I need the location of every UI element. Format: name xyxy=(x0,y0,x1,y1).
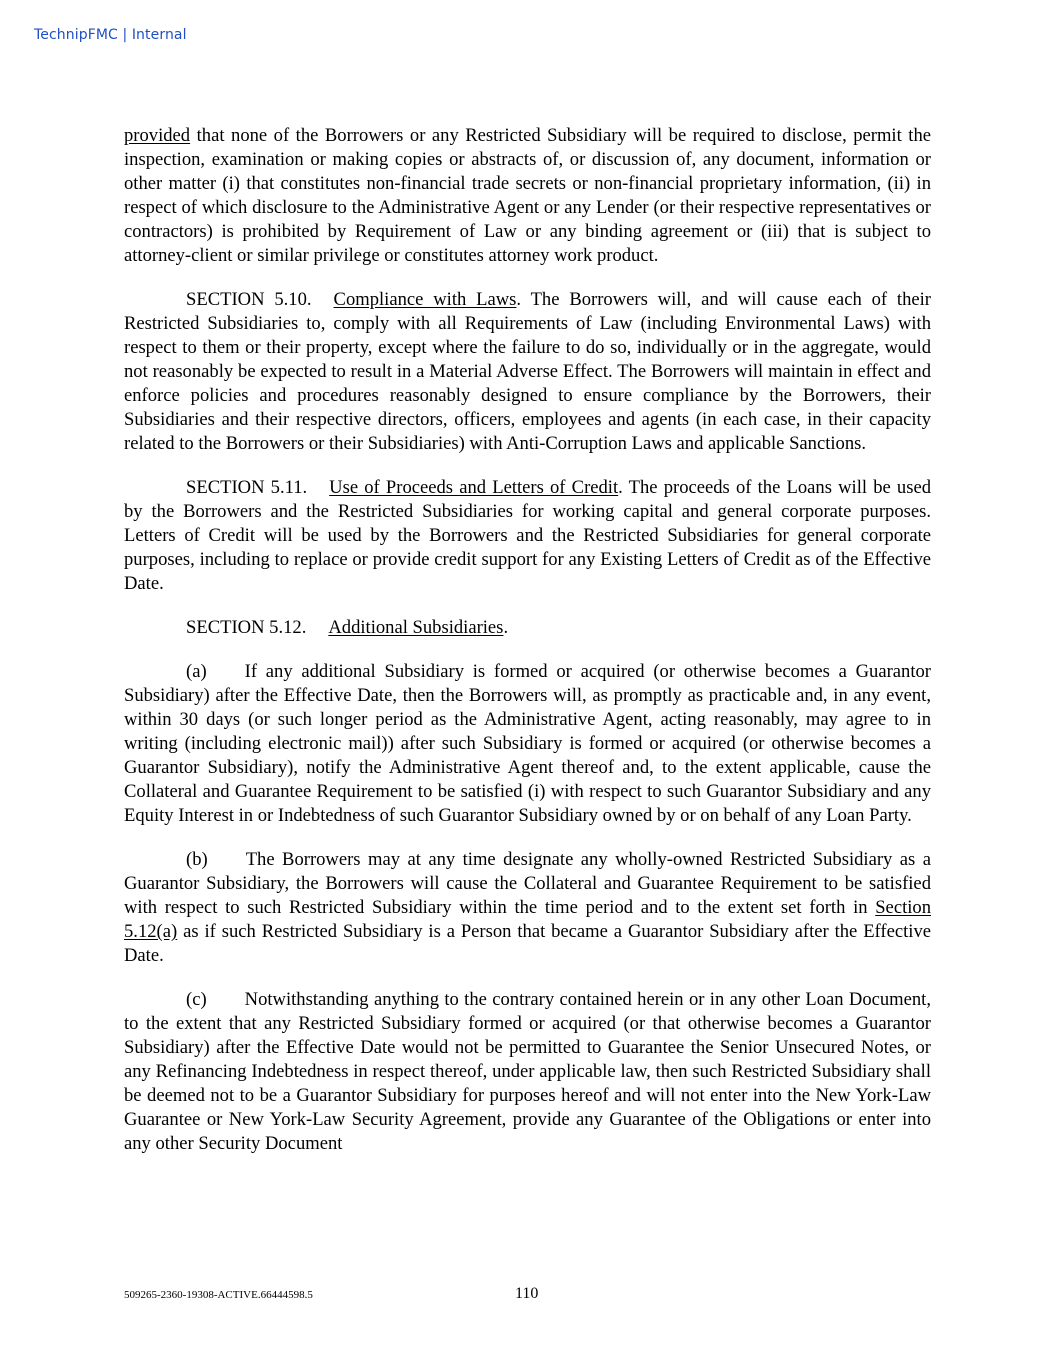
document-body xyxy=(124,124,931,1176)
section-5-12-a xyxy=(124,660,931,828)
section-5-12-b xyxy=(124,848,931,968)
paragraph-proviso xyxy=(124,124,931,268)
section-5-10 xyxy=(124,288,931,456)
page-number: 110 xyxy=(515,1285,539,1302)
clause-b-label: (b) xyxy=(186,849,208,870)
proviso-keyword: provided xyxy=(124,125,191,146)
clause-a-label: (a) xyxy=(186,661,207,682)
section-5-10-text: . The Borrowers will, and will cause each of their Restricted Subsidiaries to, comply with all Requirements of Law (including Environmental Laws) with respect to them or their property, except where the failure to do so, individually or in the aggregate, would not reasonably be expected to result in a Material Adverse Effect. The Borrowers will maintain in effect and enforce policies and procedures reasonably designed to ensure compliance by the Borrowers, their Subsidiaries and their respective directors, officers, employees and agents (in each case, in their capacity related to the Borrowers or their Subsidiaries) with Anti-Corruption Laws and applicable Sanctions. xyxy=(124,289,931,454)
clause-c-text: Notwithstanding anything to the contrary contained herein or in any other Loan Document, to the extent that any Restricted Subsidiary formed or acquired (or that otherwise becomes a Guarantor Subsidiary) after the Effective Date would not be permitted to Guarantee the Senior Unsecured Notes, or any Refinancing Indebtedness in respect thereof, under applicable law, then such Restricted Subsidiary shall be deemed not to be a Guarantor Subsidiary for purposes hereof and will not enter into the New York-Law Guarantee or New York-Law Security Agreement, provide any Guarantee of the Obligations or enter into any other Security Document xyxy=(124,989,931,1154)
cross-reference-link: Section 5.12(a) xyxy=(124,897,931,942)
section-5-12-title: Additional Subsidiaries xyxy=(328,617,504,638)
classification-label: TechnipFMC | Internal xyxy=(34,27,187,43)
section-5-12-text: . xyxy=(503,617,509,638)
clause-b-text-end: as if such Restricted Subsidiary is a Person that became a Guarantor Subsidiary after the Effective Date. xyxy=(124,921,931,966)
proviso-text: that none of the Borrowers or any Restricted Subsidiary will be required to disclose, permit the inspection, examination or making copies or abstracts of, or discussion of, any document, information or other matter (i) that constitutes non-financial trade secrets or non-financial proprietary information, (ii) in respect of which disclosure to the Administrative Agent or any Lender (or their respective representatives or contractors) is prohibited by Requirement of Law or any binding agreement or (iii) that is subject to attorney-client or similar privilege or constitutes attorney work product. xyxy=(124,125,931,266)
section-5-10-number: SECTION 5.10. xyxy=(186,289,312,310)
section-5-11-number: SECTION 5.11. xyxy=(186,477,308,498)
section-5-12 xyxy=(124,616,931,640)
section-5-11 xyxy=(124,476,931,596)
clause-b-text: The Borrowers may at any time designate any wholly-owned Restricted Subsidiary as a Guarantor Subsidiary, the Borrowers will cause the Collateral and Guarantee Requirement to be satisfied with respect to such Restricted Subsidiary within the time period and to the extent set forth in xyxy=(124,849,931,918)
section-5-11-title: Use of Proceeds and Letters of Credit xyxy=(329,477,619,498)
section-5-12-c xyxy=(124,988,931,1156)
clause-a-text: If any additional Subsidiary is formed or acquired (or otherwise becomes a Guarantor Subsidiary) after the Effective Date, then the Borrowers will, as promptly as practicable and, in any event, within 30 days (or such longer period as the Administrative Agent, acting reasonably, may agree to in writing (including electronic mail)) after such Subsidiary is formed or acquired (or otherwise becomes a Guarantor Subsidiary), notify the Administrative Agent thereof and, to the extent applicable, cause the Collateral and Guarantee Requirement to be satisfied (i) with respect to such Guarantor Subsidiary and any Equity Interest in or Indebtedness of such Guarantor Subsidiary owned by or on behalf of any Loan Party. xyxy=(124,661,931,826)
document-id: 509265-2360-19308-ACTIVE.66444598.5 xyxy=(124,1289,313,1301)
section-5-11-text: . The proceeds of the Loans will be used by the Borrowers and the Restricted Subsidiaries for working capital and general corporate purposes. Letters of Credit will be used by the Borrowers and the Restricted Subsidiaries for general corporate purposes, including to replace or provide credit support for any Existing Letters of Credit as of the Effective Date. xyxy=(124,477,932,594)
section-5-12-number: SECTION 5.12. xyxy=(186,617,307,638)
section-5-10-title: Compliance with Laws xyxy=(333,289,517,310)
clause-c-label: (c) xyxy=(186,989,207,1010)
